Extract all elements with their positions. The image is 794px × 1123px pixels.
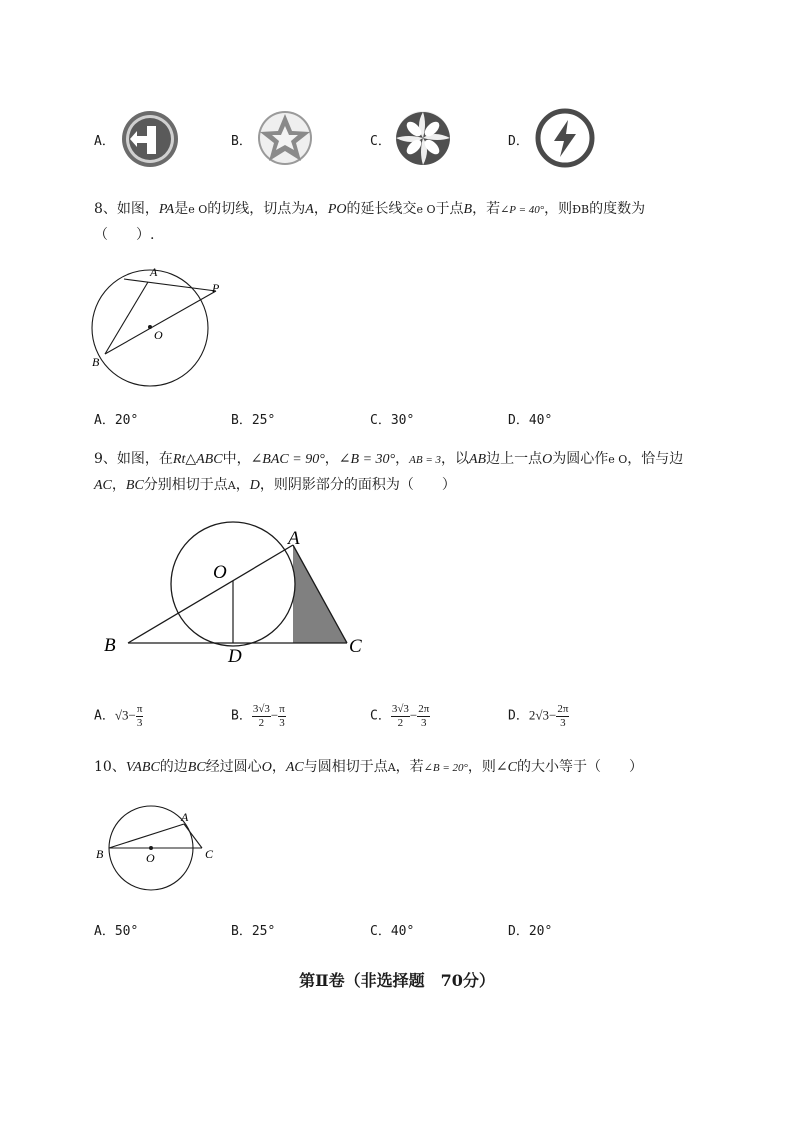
q7-option-a-label: A． — [94, 134, 115, 149]
q9-option-b — [231, 703, 286, 730]
q8-text: 8、如图， — [94, 201, 159, 217]
q9-option-c-label: C． — [370, 708, 391, 724]
q9-option-c-fraction1 — [391, 703, 410, 730]
q9-ab-value: AB = 3 — [409, 454, 441, 466]
q7-option-d-label: D． — [508, 134, 529, 149]
q9-option-d-fraction — [556, 703, 569, 730]
q8-pa: PA — [158, 202, 175, 217]
q9-option-b-den2: 3 — [279, 717, 285, 729]
q9-ac: AC — [94, 478, 112, 493]
q10-option-d-value: 20° — [528, 924, 553, 939]
q9-option-d-num: 2π — [557, 703, 569, 715]
q10-ac: AC — [285, 760, 304, 775]
q9-fig-label-d: D — [228, 646, 242, 667]
q10-text: 的大小等于（ ） — [517, 759, 643, 775]
q8-text: 是 — [174, 201, 189, 217]
q10-figure — [92, 804, 222, 892]
q10-option-b-label: B． — [231, 924, 252, 939]
q8-option-a-label: A． — [94, 413, 115, 428]
q10-fig-label-c: C — [205, 847, 214, 861]
q9-text: ， — [111, 477, 126, 493]
q8-text: ，则 — [544, 201, 573, 217]
q10-bc: BC — [187, 760, 206, 775]
q8-fig-label-b: B — [92, 355, 100, 369]
q9-text: 中， — [222, 451, 251, 467]
q9-text: ， — [395, 451, 410, 467]
q8-option-a — [94, 409, 138, 428]
q9-fig-label-a: A — [288, 528, 300, 549]
q8-option-b — [231, 409, 275, 428]
q9-fig-label-c: C — [349, 636, 362, 657]
q10-fig-label-a: A — [181, 810, 189, 824]
q9-text: ， — [324, 451, 339, 467]
q9-option-a-term1: √3 — [114, 707, 129, 723]
q10-triangle: VABC — [125, 760, 160, 775]
q9-point-d: D — [249, 478, 260, 493]
q10-option-d — [508, 920, 552, 939]
q9-option-b-minus: − — [270, 707, 279, 723]
q9-angle-bac: ∠BAC = 90° — [250, 452, 325, 467]
q9-text: 为圆心作 — [552, 451, 609, 467]
q10-fig-label-b: B — [96, 847, 104, 861]
q8-option-d-label: D． — [508, 413, 529, 428]
q9-option-c-minus: − — [409, 707, 418, 723]
q9-text: ，以 — [441, 451, 469, 467]
q8-angle-db: ĐB — [572, 203, 590, 216]
q9-option-c — [370, 703, 430, 730]
q9-text: 边上一点 — [486, 451, 543, 467]
q8-figure — [88, 262, 238, 390]
q9-option-c-den2: 3 — [421, 717, 427, 729]
q10-text: 10、 — [94, 759, 126, 775]
q9-stem-line1 — [94, 446, 683, 473]
q10-text: ， — [271, 759, 286, 775]
q10-angle-b: ∠B = 20° — [423, 762, 468, 774]
q7-option-c-label: C． — [370, 134, 391, 149]
q8-option-c — [370, 409, 414, 428]
q10-option-a-label: A． — [94, 924, 115, 939]
q9-option-c-den1: 2 — [397, 717, 404, 729]
q8-fig-label-a: A — [150, 265, 158, 279]
q9-option-d — [508, 703, 569, 730]
q8-option-d-value: 40° — [528, 413, 553, 428]
q10-point-a: A — [387, 761, 396, 774]
q8-circle-o: e O — [188, 203, 208, 216]
q9-bc: BC — [125, 478, 144, 493]
q8-angle-p: ∠P = 40° — [500, 204, 545, 216]
q9-option-d-minus: − — [548, 707, 557, 723]
q9-option-b-num2: π — [279, 703, 285, 715]
q9-angle-b: ∠B = 30° — [338, 452, 396, 467]
q10-option-b — [231, 920, 275, 939]
q9-stem-line2 — [94, 472, 456, 499]
q10-option-c — [370, 920, 414, 939]
q8-fig-label-p: P — [212, 281, 220, 295]
q7-option-b-label: B． — [231, 134, 252, 149]
q9-option-d-label: D． — [508, 708, 529, 724]
q9-option-c-num2: 2π — [418, 703, 430, 715]
q9-option-c-num1: 3√3 — [391, 703, 409, 715]
q8-option-d — [508, 409, 552, 428]
q10-text: 与圆相切于点 — [303, 759, 388, 775]
q10-angle-c: ∠C — [495, 760, 517, 775]
section-title: 第Ⅱ卷（非选择题 70分） — [299, 971, 495, 990]
q8-fig-label-o: O — [154, 328, 163, 342]
q10-option-c-label: C． — [370, 924, 391, 939]
q9-triangle: Rt△ABC — [172, 452, 223, 467]
q9-text: ，恰与边 — [627, 451, 684, 467]
q9-option-a-label: A． — [94, 708, 115, 724]
q8-option-c-value: 30° — [390, 413, 415, 428]
q8-point-a: A — [305, 202, 314, 217]
q9-text: 9、如图，在 — [94, 451, 173, 467]
q9-figure — [98, 508, 378, 670]
q9-text: ，则阴影部分的面积为（ ） — [259, 477, 456, 493]
q9-option-a-num: π — [136, 703, 143, 715]
q10-option-d-label: D． — [508, 924, 529, 939]
q10-option-b-value: 25° — [251, 924, 276, 939]
q9-option-b-num1: 3√3 — [252, 703, 270, 715]
q9-option-b-label: B． — [231, 708, 252, 724]
star-pattern-icon — [256, 110, 314, 166]
q9-option-a-fraction — [136, 703, 144, 730]
q9-option-c-fraction2 — [417, 703, 430, 730]
q8-stem-line2: （ ）. — [94, 227, 155, 243]
q9-option-a — [94, 703, 143, 730]
q9-ab: AB — [469, 452, 487, 467]
q9-fig-label-b: B — [104, 635, 116, 656]
q9-fig-label-o: O — [213, 562, 227, 583]
q9-o: O — [542, 452, 553, 467]
q8-text: ， — [313, 201, 328, 217]
q9-text: 分别相切于点 — [143, 477, 228, 493]
q9-option-d-den: 3 — [560, 717, 566, 729]
q8-point-b: B — [463, 202, 473, 217]
q9-option-b-den1: 2 — [258, 717, 265, 729]
q9-option-a-minus: − — [128, 707, 136, 723]
q10-text: 经过圆心 — [205, 759, 262, 775]
q8-option-b-value: 25° — [251, 413, 276, 428]
q8-text: ，若 — [472, 201, 501, 217]
q8-text: 的度数为 — [589, 201, 646, 217]
q8-option-a-value: 20° — [114, 413, 139, 428]
q8-option-b-label: B． — [231, 413, 252, 428]
q9-option-a-den: 3 — [136, 717, 143, 729]
q9-circle-o: e O — [608, 453, 628, 466]
lightning-sign-icon — [534, 108, 596, 168]
q10-text: ，则 — [467, 759, 496, 775]
q10-fig-label-o: O — [146, 851, 155, 865]
q9-option-b-fraction1 — [252, 703, 271, 730]
q9-option-d-term1: 2√3 — [528, 707, 549, 723]
q10-option-a-value: 50° — [114, 924, 139, 939]
q9-point-a: A — [227, 479, 236, 492]
q10-option-a — [94, 920, 138, 939]
q10-option-c-value: 40° — [390, 924, 415, 939]
q8-text: 的延长线交 — [346, 201, 417, 217]
turn-left-sign-icon — [120, 110, 180, 168]
q8-stem-line1 — [94, 196, 645, 223]
q9-option-b-fraction2 — [278, 703, 286, 730]
q10-o: O — [261, 760, 272, 775]
q8-circle-o: e O — [416, 203, 436, 216]
q10-text: ，若 — [395, 759, 424, 775]
q10-stem — [94, 754, 643, 781]
q8-po: PO — [327, 202, 347, 217]
q8-text: 于点 — [435, 201, 464, 217]
four-petal-pattern-icon — [394, 110, 452, 166]
q8-text: 的切线，切点为 — [207, 201, 306, 217]
q9-text: ， — [235, 477, 250, 493]
q8-option-c-label: C． — [370, 413, 391, 428]
q10-text: 的边 — [159, 759, 188, 775]
